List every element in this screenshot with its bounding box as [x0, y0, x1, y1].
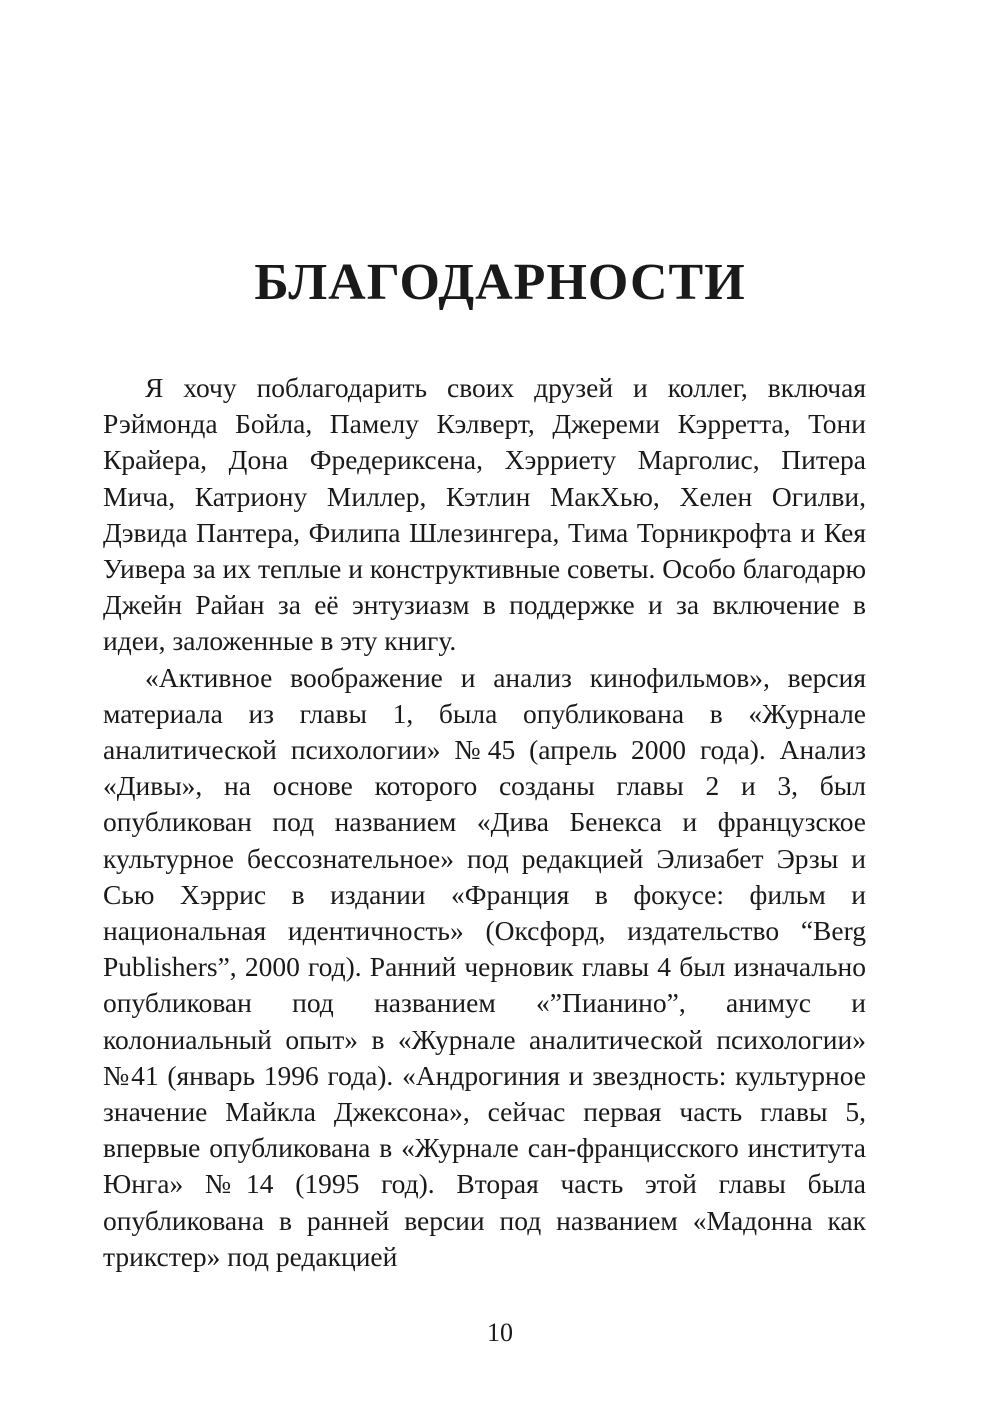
- page-number: 10: [487, 1318, 513, 1347]
- page-title: БЛАГОДАРНОСТИ: [254, 254, 746, 311]
- body-text: [103, 370, 866, 1275]
- paragraph-acknowledgements: Я хочу поблагодарить своих друзей и коллег, включая Рэймонда Бойла, Памелу Кэлверт, Джереми Кэрретта, Тони Крайера, Дона Фредериксена, Хэрриету Марголис, Питера Мича, Катриону Миллер, Кэтлин МакХью, Хелен Огилви, Дэвида Пантера, Филипа Шлезингера, Тима Торникрофта и Кея Уивера за их теплые и конструктивные советы. Особо благодарю Джейн Райан за её энтузиазм в поддержке и за включение в идеи, заложенные в эту книгу.: [103, 372, 866, 657]
- paragraph-publication-history: «Активное воображение и анализ кинофильмов», версия материала из главы 1, была опубликована в «Журнале аналитической психологии» №45 (апрель 2000 года). Анализ «Дивы», на основе которого созданы главы 2 и 3, был опубликован под названием «Дива Бенекса и французское культурное бессознательное» под редакцией Элизабет Эрзы и Сью Хэррис в издании «Франция в фокусе: фильм и национальная идентичность» (Оксфорд, издательство “Berg Publishers”, 2000 год). Ранний черновик главы 4 был изначально опубликован под названием «”Пианино”, анимус и колониальный опыт» в «Журнале аналитической психологии» №41 (январь 1996 года). «Андрогиния и звездность: культурное значение Майкла Джексона», сейчас первая часть главы 5, впервые опубликована в «Журнале сан-францисского института Юнга» №14 (1995 год). Вторая часть этой главы была опубликована в ранней версии под названием «Мадонна как трикстер» под редакцией: [103, 661, 866, 1272]
